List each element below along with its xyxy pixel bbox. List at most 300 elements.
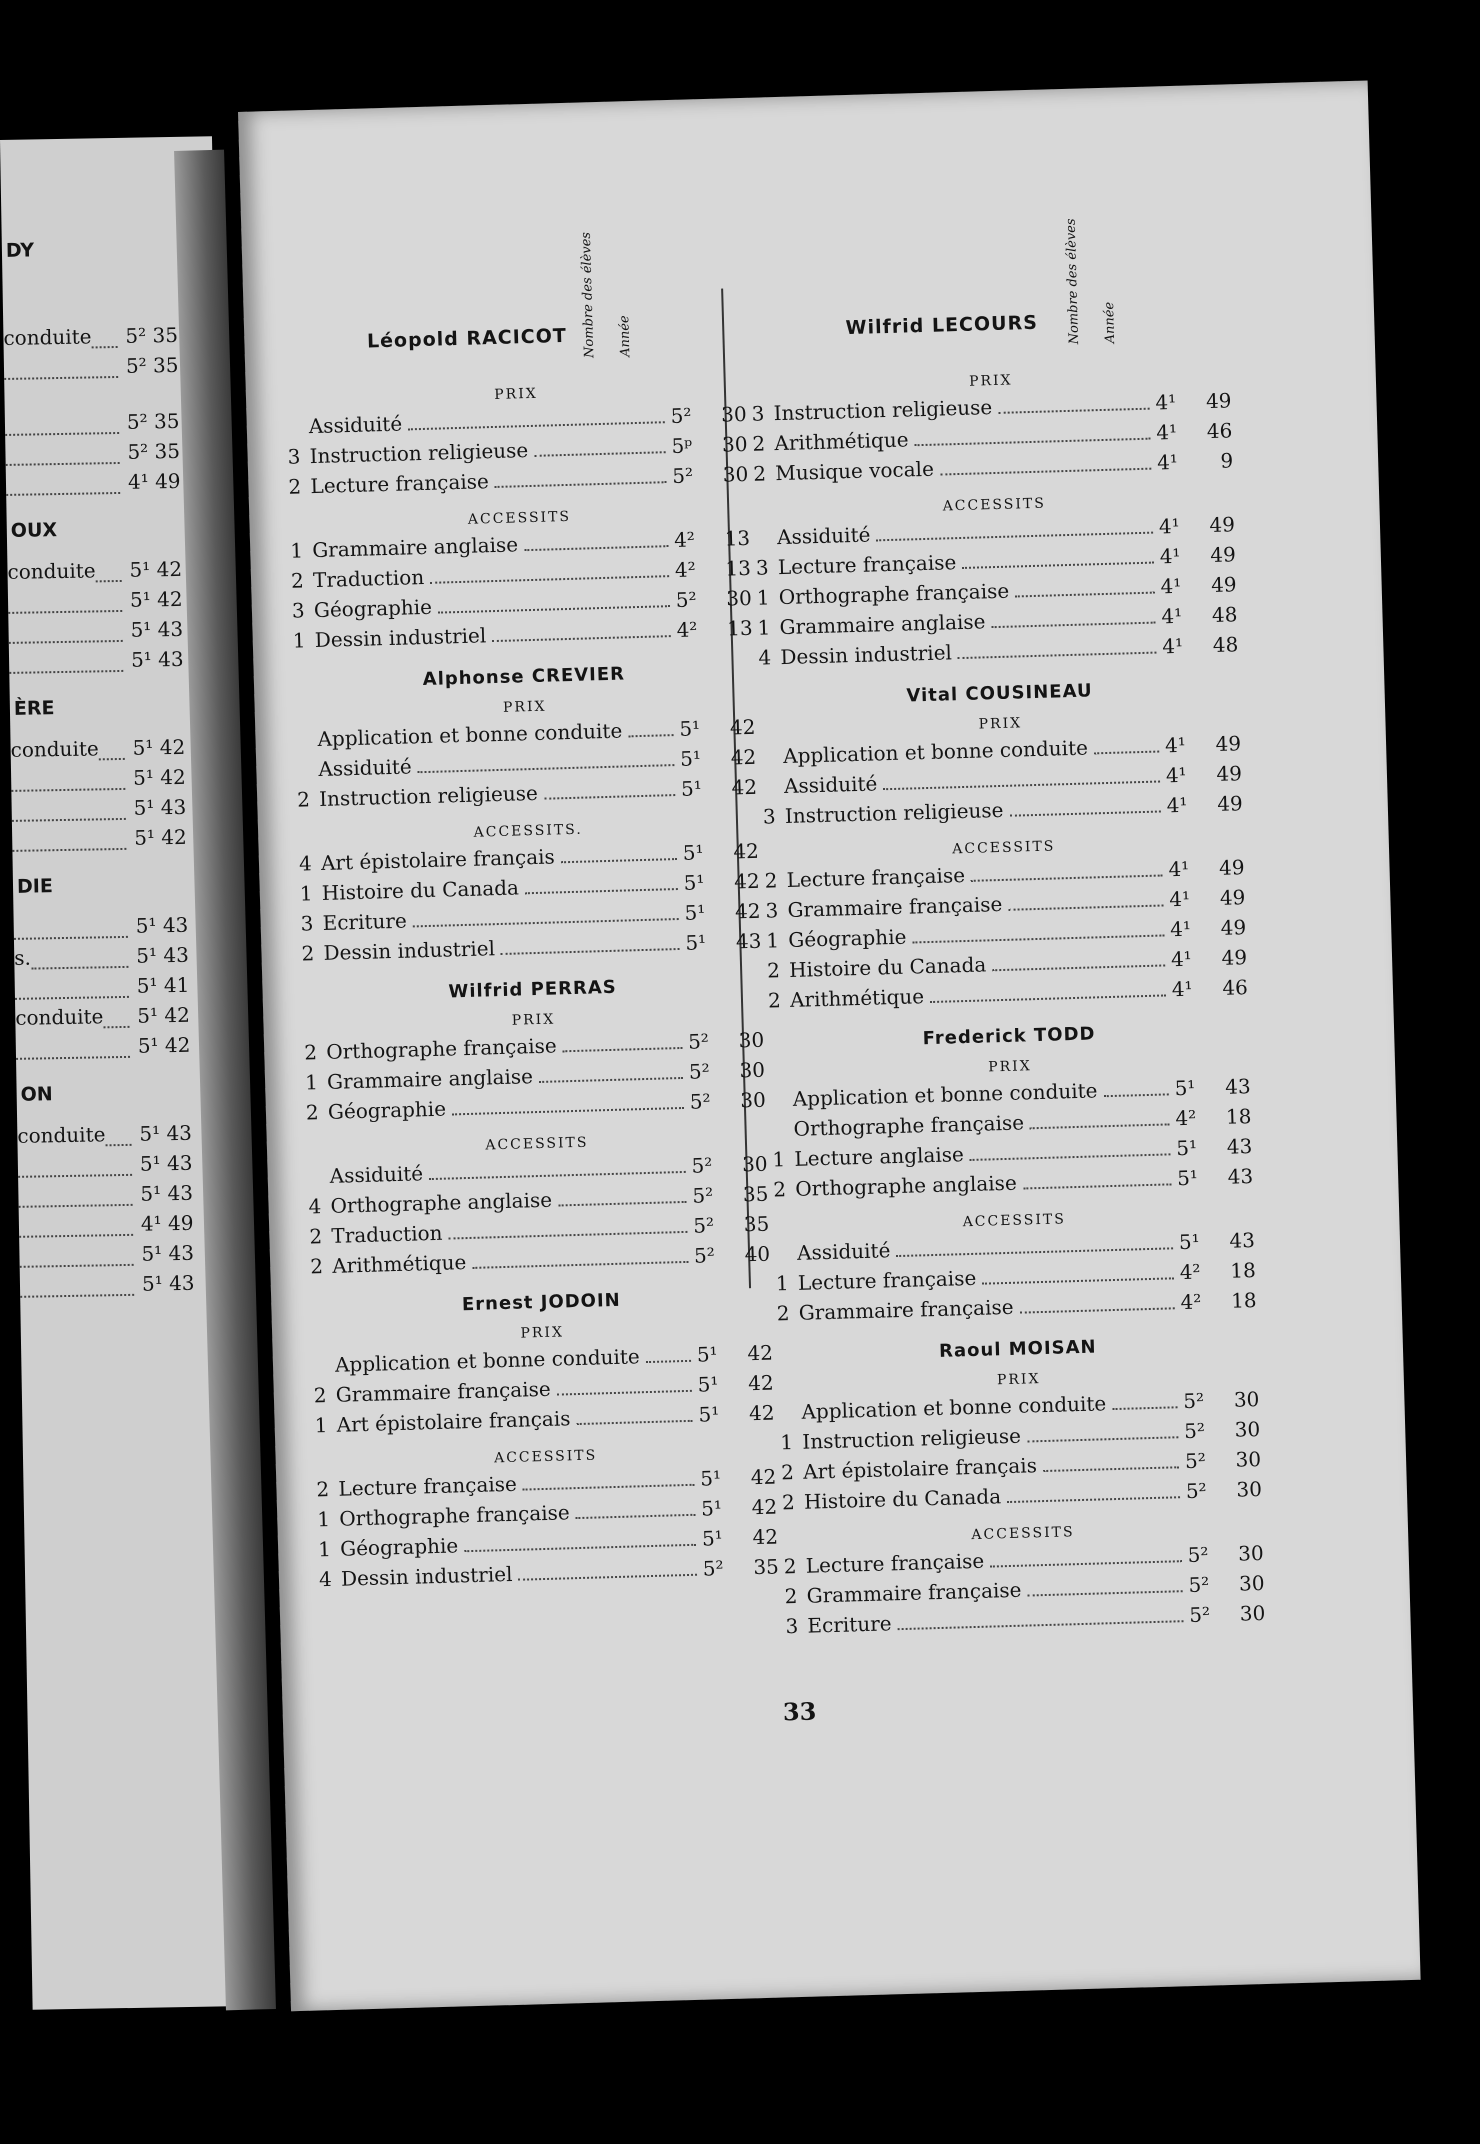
award-year: 5¹ bbox=[1176, 1165, 1199, 1191]
left-row-label: conduite bbox=[10, 736, 99, 762]
dot-leader bbox=[472, 1261, 688, 1269]
dot-leader bbox=[31, 944, 129, 970]
dot-leader bbox=[1112, 1406, 1177, 1410]
award-count: 42 bbox=[752, 1524, 779, 1550]
left-block-head: ON bbox=[20, 1083, 53, 1106]
award-subject: Arithmétique bbox=[774, 427, 909, 456]
award-subject: Orthographe française bbox=[325, 1033, 557, 1064]
award-subject: Géographie bbox=[787, 924, 907, 952]
dot-leader bbox=[970, 1153, 1171, 1161]
award-rank: 2 bbox=[290, 568, 305, 593]
award-year: 5² bbox=[1188, 1572, 1210, 1598]
dot-leader bbox=[464, 1544, 696, 1552]
left-row-value: 5¹ 41 bbox=[136, 972, 190, 998]
award-year: 4¹ bbox=[1164, 732, 1187, 758]
award-count: 18 bbox=[1229, 1258, 1257, 1283]
student-name: Frederick TODD bbox=[922, 1023, 1096, 1050]
award-rank: 1 bbox=[766, 928, 780, 953]
section-heading: PRIX bbox=[968, 372, 1013, 390]
dot-leader bbox=[8, 618, 122, 644]
award-year: 4² bbox=[1180, 1289, 1202, 1315]
award-year: 5² bbox=[1183, 1388, 1205, 1414]
award-subject: Dessin industriel bbox=[340, 1561, 513, 1591]
dot-leader bbox=[930, 994, 1166, 1003]
award-rank: 2 bbox=[309, 1224, 323, 1249]
award-rank: 3 bbox=[287, 444, 301, 469]
student-name: Alphonse CREVIER bbox=[422, 663, 626, 691]
award-rank bbox=[761, 763, 783, 764]
award-subject: Lecture française bbox=[797, 1265, 977, 1295]
dot-leader bbox=[1027, 1436, 1178, 1442]
award-subject: Instruction religieuse bbox=[318, 780, 539, 811]
award-count: 35 bbox=[743, 1211, 770, 1237]
award-rank: 2 bbox=[288, 474, 302, 499]
award-year: 5² bbox=[675, 587, 697, 612]
award-count: 18 bbox=[1225, 1104, 1252, 1129]
dot-leader bbox=[1023, 1183, 1171, 1189]
award-subject: Histoire du Canada bbox=[321, 875, 520, 905]
dot-leader bbox=[992, 622, 1156, 629]
dot-leader bbox=[990, 1560, 1182, 1567]
left-row-value: 5¹ 43 bbox=[140, 1180, 194, 1206]
dot-leader bbox=[5, 410, 119, 436]
dot-leader bbox=[18, 1182, 132, 1208]
award-rank: 4 bbox=[308, 1194, 322, 1219]
award-year: 5¹ bbox=[697, 1372, 719, 1397]
award-subject: Dessin industriel bbox=[314, 623, 487, 653]
award-subject: Instruction religieuse bbox=[309, 438, 529, 469]
dot-leader bbox=[418, 764, 675, 773]
dot-leader bbox=[576, 1514, 696, 1519]
award-subject: Assiduité bbox=[308, 411, 403, 439]
left-row-value: 5¹ 43 bbox=[139, 1120, 193, 1146]
award-year: 4² bbox=[674, 557, 697, 582]
award-year: 5² bbox=[1187, 1542, 1209, 1568]
award-count: 42 bbox=[747, 1340, 774, 1366]
award-rank: 1 bbox=[316, 1506, 331, 1532]
dot-leader bbox=[15, 974, 129, 1000]
award-count: 30 bbox=[721, 431, 748, 457]
award-count: 30 bbox=[720, 401, 747, 427]
section-heading: PRIX bbox=[978, 715, 1023, 733]
award-count: 46 bbox=[1206, 418, 1233, 444]
section-heading: ACCESSITS bbox=[971, 1524, 1075, 1544]
dot-leader bbox=[544, 794, 675, 800]
award-subject: Assiduité bbox=[796, 1238, 891, 1265]
award-rank bbox=[313, 1372, 335, 1373]
award-rank: 2 bbox=[752, 461, 767, 486]
award-rank: 3 bbox=[300, 911, 314, 936]
dot-leader bbox=[646, 1360, 691, 1363]
award-subject: Assiduité bbox=[783, 771, 878, 799]
award-subject: Histoire du Canada bbox=[788, 952, 987, 982]
award-subject: Orthographe anglaise bbox=[330, 1187, 553, 1218]
award-rank: 2 bbox=[309, 1254, 324, 1279]
section-heading: ACCESSITS bbox=[942, 495, 1047, 515]
left-row-value: 5¹ 43 bbox=[136, 942, 190, 968]
award-count: 30 bbox=[740, 1087, 767, 1113]
left-block-head: ÈRE bbox=[13, 697, 55, 720]
dot-leader bbox=[103, 1004, 129, 1028]
award-year: 4² bbox=[1175, 1105, 1197, 1131]
award-rank: 1 bbox=[314, 1413, 328, 1438]
dot-leader bbox=[561, 858, 677, 863]
dot-leader bbox=[19, 1212, 133, 1238]
award-count: 30 bbox=[1234, 1416, 1261, 1442]
award-subject: Assiduité bbox=[329, 1161, 424, 1188]
award-count: 13 bbox=[725, 555, 752, 581]
award-rank: 1 bbox=[756, 585, 770, 610]
award-year: 5² bbox=[1185, 1478, 1207, 1504]
award-count: 42 bbox=[748, 1400, 775, 1426]
dot-leader bbox=[971, 874, 1163, 881]
award-count: 35 bbox=[742, 1181, 769, 1207]
award-year: 4¹ bbox=[1171, 976, 1193, 1002]
award-year: 5² bbox=[687, 1029, 710, 1054]
left-row-value: 5² 35 bbox=[126, 408, 180, 434]
award-rank: 3 bbox=[291, 598, 306, 623]
award-subject: Arithmétique bbox=[789, 984, 925, 1012]
left-row-value: 5² 35 bbox=[127, 438, 181, 464]
award-subject: Ecriture bbox=[322, 908, 408, 935]
award-count: 43 bbox=[1227, 1164, 1254, 1189]
award-subject: Grammaire anglaise bbox=[779, 609, 986, 640]
right-page bbox=[238, 80, 1421, 2011]
award-rank: 1 bbox=[299, 881, 313, 906]
award-rank: 3 bbox=[785, 1613, 799, 1639]
award-subject: Traduction bbox=[312, 564, 425, 593]
dot-leader bbox=[523, 1484, 695, 1491]
dot-leader bbox=[430, 575, 669, 584]
dot-leader bbox=[539, 1077, 683, 1083]
left-row-value: 5¹ 43 bbox=[141, 1270, 195, 1296]
dot-leader bbox=[992, 964, 1165, 971]
award-rank: 2 bbox=[781, 1490, 796, 1515]
award-count: 42 bbox=[751, 1494, 778, 1520]
left-row-value: 5² 35 bbox=[125, 322, 179, 348]
left-row-value: 5² 35 bbox=[125, 352, 179, 378]
year-column-label: Année bbox=[1102, 301, 1119, 344]
award-year: 4¹ bbox=[1168, 856, 1190, 882]
award-subject: Art épistolaire français bbox=[336, 1406, 571, 1437]
award-count: 46 bbox=[1222, 975, 1249, 1000]
section-heading: ACCESSITS bbox=[962, 1211, 1067, 1231]
award-count: 49 bbox=[1220, 915, 1247, 940]
dot-leader bbox=[982, 1277, 1174, 1284]
award-rank: 3 bbox=[762, 804, 776, 829]
left-row bbox=[17, 1120, 229, 1154]
left-row-label: conduite bbox=[15, 1004, 104, 1030]
award-rank bbox=[780, 1419, 802, 1420]
dot-leader bbox=[99, 736, 125, 760]
section-heading: ACCESSITS bbox=[493, 1447, 598, 1467]
section-heading: ACCESSITS bbox=[952, 838, 1056, 858]
section-heading: PRIX bbox=[996, 1371, 1041, 1389]
award-year: 5¹ bbox=[684, 900, 706, 925]
dot-leader bbox=[1094, 751, 1159, 755]
award-year: 5ᵖ bbox=[671, 433, 693, 459]
award-rank: 2 bbox=[305, 1100, 320, 1125]
award-count: 42 bbox=[750, 1464, 777, 1490]
award-subject: Instruction religieuse bbox=[784, 797, 1004, 829]
award-rank: 1 bbox=[757, 615, 771, 640]
award-count: 49 bbox=[1219, 885, 1246, 910]
award-rank: 2 bbox=[303, 1040, 318, 1065]
award-year: 5² bbox=[688, 1059, 711, 1084]
award-count: 42 bbox=[733, 838, 760, 864]
dot-leader bbox=[438, 605, 670, 613]
award-rank: 1 bbox=[292, 628, 306, 653]
award-year: 5² bbox=[671, 463, 694, 489]
award-subject: Histoire du Canada bbox=[803, 1484, 1002, 1514]
award-count: 49 bbox=[1205, 388, 1232, 414]
dot-leader bbox=[11, 766, 125, 792]
dot-leader bbox=[20, 1272, 134, 1298]
left-block-head: OUX bbox=[10, 519, 58, 542]
award-subject: Orthographe française bbox=[793, 1110, 1025, 1141]
dot-leader bbox=[449, 1231, 688, 1240]
dot-leader bbox=[577, 1420, 693, 1425]
award-subject: Géographie bbox=[313, 594, 433, 623]
award-rank: 2 bbox=[313, 1383, 327, 1408]
left-row-value: 5¹ 42 bbox=[129, 586, 183, 612]
left-row bbox=[20, 1270, 232, 1304]
section-heading: PRIX bbox=[988, 1058, 1032, 1076]
dot-leader bbox=[91, 324, 117, 348]
award-count: 18 bbox=[1230, 1288, 1257, 1313]
award-year: 4¹ bbox=[1155, 419, 1178, 445]
dot-leader bbox=[492, 635, 671, 642]
dot-leader bbox=[408, 421, 665, 430]
award-subject: Grammaire anglaise bbox=[326, 1064, 534, 1094]
dot-leader bbox=[524, 545, 668, 551]
dot-leader bbox=[1030, 1123, 1170, 1129]
dot-leader bbox=[525, 888, 678, 894]
count-column-label: Nombre des élèves bbox=[1063, 218, 1083, 345]
column-1-title: Léopold RACICOT bbox=[366, 324, 568, 353]
award-count: 42 bbox=[729, 714, 756, 740]
award-year: 4¹ bbox=[1170, 946, 1193, 972]
award-subject: Art épistolaire français bbox=[802, 1453, 1038, 1484]
award-rank: 4 bbox=[298, 851, 313, 876]
left-row bbox=[19, 1240, 231, 1274]
left-row bbox=[19, 1210, 231, 1244]
award-year: 5¹ bbox=[698, 1402, 720, 1427]
award-rank: 4 bbox=[318, 1566, 333, 1592]
award-rank: 2 bbox=[764, 868, 778, 893]
left-row-value: 5¹ 42 bbox=[132, 734, 186, 760]
award-rank: 1 bbox=[289, 538, 304, 563]
award-subject: Art épistolaire français bbox=[320, 844, 556, 875]
award-year: 5¹ bbox=[685, 930, 707, 955]
dot-leader bbox=[6, 470, 120, 496]
award-year: 4¹ bbox=[1160, 573, 1182, 599]
award-count: 42 bbox=[730, 744, 757, 770]
award-rank: 2 bbox=[780, 1460, 795, 1485]
award-subject: Application et bonne conduite bbox=[801, 1391, 1107, 1424]
award-subject: Assiduité bbox=[776, 522, 871, 550]
award-rank: 2 bbox=[772, 1177, 787, 1202]
award-subject: Lecture française bbox=[338, 1471, 518, 1501]
award-year: 5¹ bbox=[1178, 1229, 1200, 1255]
award-rank: 2 bbox=[296, 787, 311, 812]
page-number: 33 bbox=[782, 1696, 817, 1727]
award-count: 30 bbox=[1238, 1570, 1265, 1596]
dot-leader bbox=[519, 1574, 698, 1581]
award-rank: 2 bbox=[783, 1553, 797, 1579]
dot-leader bbox=[1007, 1496, 1180, 1503]
award-year: 5¹ bbox=[1175, 1135, 1198, 1161]
left-row-value: 5¹ 42 bbox=[137, 1032, 191, 1058]
section-heading: PRIX bbox=[520, 1324, 565, 1342]
dot-leader bbox=[429, 1171, 686, 1180]
award-rank: 3 bbox=[765, 898, 779, 923]
award-subject: Grammaire française bbox=[798, 1294, 1014, 1325]
column-1 bbox=[282, 232, 780, 1597]
award-year: 4¹ bbox=[1156, 449, 1179, 475]
award-subject: Lecture française bbox=[805, 1548, 985, 1578]
award-rank bbox=[772, 1136, 794, 1137]
left-row-value: 5¹ 42 bbox=[137, 1002, 191, 1028]
left-row-value: 5¹ 42 bbox=[132, 764, 186, 790]
award-rank bbox=[296, 746, 318, 747]
student-name: Vital COUSINEAU bbox=[906, 680, 1093, 707]
award-year: 4¹ bbox=[1159, 543, 1181, 569]
award-count: 40 bbox=[744, 1241, 771, 1267]
award-count: 30 bbox=[725, 585, 753, 611]
award-count: 42 bbox=[734, 898, 761, 924]
award-count: 49 bbox=[1215, 731, 1242, 756]
dot-leader bbox=[898, 1620, 1184, 1630]
left-row-value: 5¹ 43 bbox=[130, 646, 184, 672]
dot-leader bbox=[12, 826, 126, 852]
award-count: 49 bbox=[1209, 512, 1236, 538]
dot-leader bbox=[19, 1242, 133, 1268]
left-row-label: conduite bbox=[3, 324, 92, 350]
award-year: 4¹ bbox=[1169, 886, 1191, 912]
award-rank: 2 bbox=[784, 1583, 798, 1609]
left-header-title: DY bbox=[5, 239, 35, 262]
award-year: 5² bbox=[1183, 1418, 1206, 1444]
award-subject: Grammaire anglaise bbox=[311, 532, 519, 563]
award-rank bbox=[775, 1260, 797, 1261]
dot-leader bbox=[1010, 811, 1161, 817]
dot-leader bbox=[563, 1047, 683, 1052]
award-year: 5² bbox=[693, 1243, 716, 1268]
award-rank: 2 bbox=[767, 988, 782, 1013]
column-1-body bbox=[286, 380, 779, 1597]
left-row-value: 5¹ 42 bbox=[129, 556, 183, 582]
award-subject: Instruction religieuse bbox=[802, 1423, 1022, 1454]
left-row bbox=[15, 1002, 227, 1036]
section-heading: ACCESSITS bbox=[485, 1134, 589, 1154]
award-subject: Orthographe française bbox=[778, 578, 1010, 610]
section-heading: PRIX bbox=[494, 385, 538, 403]
award-subject: Arithmétique bbox=[331, 1250, 467, 1278]
left-block-head: DIE bbox=[16, 875, 54, 898]
award-year: 4² bbox=[1179, 1259, 1201, 1285]
award-year: 5² bbox=[692, 1183, 714, 1208]
award-year: 4¹ bbox=[1161, 633, 1184, 659]
award-count: 30 bbox=[1236, 1476, 1263, 1502]
award-count: 43 bbox=[735, 928, 762, 954]
award-rank: 1 bbox=[317, 1536, 332, 1562]
award-subject: Géographie bbox=[327, 1096, 447, 1124]
section-heading: ACCESSITS bbox=[467, 508, 572, 528]
dot-leader bbox=[4, 354, 118, 380]
award-subject: Orthographe anglaise bbox=[794, 1170, 1018, 1201]
dot-leader bbox=[940, 468, 1151, 476]
award-count: 48 bbox=[1212, 632, 1239, 657]
award-count: 49 bbox=[1209, 542, 1237, 568]
award-subject: Grammaire française bbox=[806, 1577, 1022, 1608]
left-row-value: 5¹ 43 bbox=[133, 794, 187, 820]
dot-leader bbox=[1008, 904, 1163, 910]
award-subject: Application et bonne conduite bbox=[334, 1344, 641, 1377]
award-rank bbox=[287, 433, 309, 434]
student-name: Ernest JODOIN bbox=[461, 1289, 622, 1316]
award-year: 5¹ bbox=[696, 1342, 718, 1367]
award-year: 5² bbox=[702, 1556, 724, 1581]
award-subject: Application et bonne conduite bbox=[782, 735, 1089, 769]
dot-leader bbox=[628, 734, 673, 737]
student-name: Raoul MOISAN bbox=[938, 1336, 1097, 1362]
column-2-body bbox=[751, 366, 1266, 1644]
dot-leader bbox=[495, 481, 667, 488]
award-subject: Géographie bbox=[339, 1533, 459, 1561]
award-count: 43 bbox=[1224, 1074, 1251, 1099]
award-count: 30 bbox=[1237, 1540, 1264, 1566]
award-count: 49 bbox=[1216, 761, 1243, 786]
dot-leader bbox=[95, 558, 121, 582]
left-row bbox=[18, 1180, 230, 1214]
dot-leader bbox=[998, 408, 1149, 414]
award-rank: 1 bbox=[304, 1070, 319, 1095]
award-subject: Lecture française bbox=[786, 863, 966, 892]
dot-leader bbox=[1043, 1466, 1179, 1472]
award-count: 43 bbox=[1226, 1134, 1253, 1159]
dot-leader bbox=[11, 796, 125, 822]
award-year: 5¹ bbox=[700, 1466, 722, 1491]
award-rank: 4 bbox=[758, 645, 772, 670]
award-year: 5¹ bbox=[701, 1526, 724, 1551]
dot-leader bbox=[1020, 1307, 1175, 1313]
award-rank bbox=[308, 1183, 330, 1184]
award-subject: Instruction religieuse bbox=[773, 395, 993, 426]
award-subject: Lecture anglaise bbox=[794, 1142, 965, 1171]
left-row bbox=[15, 972, 227, 1006]
award-year: 5² bbox=[670, 403, 692, 429]
dot-leader bbox=[897, 1247, 1174, 1257]
award-year: 4¹ bbox=[1158, 513, 1181, 539]
dot-leader bbox=[558, 1201, 686, 1207]
section-heading: PRIX bbox=[511, 1011, 556, 1029]
award-year: 5² bbox=[692, 1213, 715, 1238]
dot-leader bbox=[501, 948, 680, 955]
dot-leader bbox=[8, 588, 122, 614]
left-row-value: 5¹ 42 bbox=[133, 824, 187, 850]
award-subject: Ecriture bbox=[807, 1611, 892, 1638]
award-year: 5² bbox=[691, 1153, 713, 1178]
dot-leader bbox=[958, 652, 1156, 660]
award-year: 5² bbox=[1189, 1602, 1211, 1628]
column-2-header bbox=[747, 218, 1230, 367]
award-subject: Grammaire française bbox=[787, 891, 1003, 922]
left-row bbox=[14, 942, 226, 976]
award-rank: 3 bbox=[751, 401, 765, 426]
left-row-label: conduite bbox=[17, 1122, 106, 1148]
left-row bbox=[14, 912, 226, 946]
